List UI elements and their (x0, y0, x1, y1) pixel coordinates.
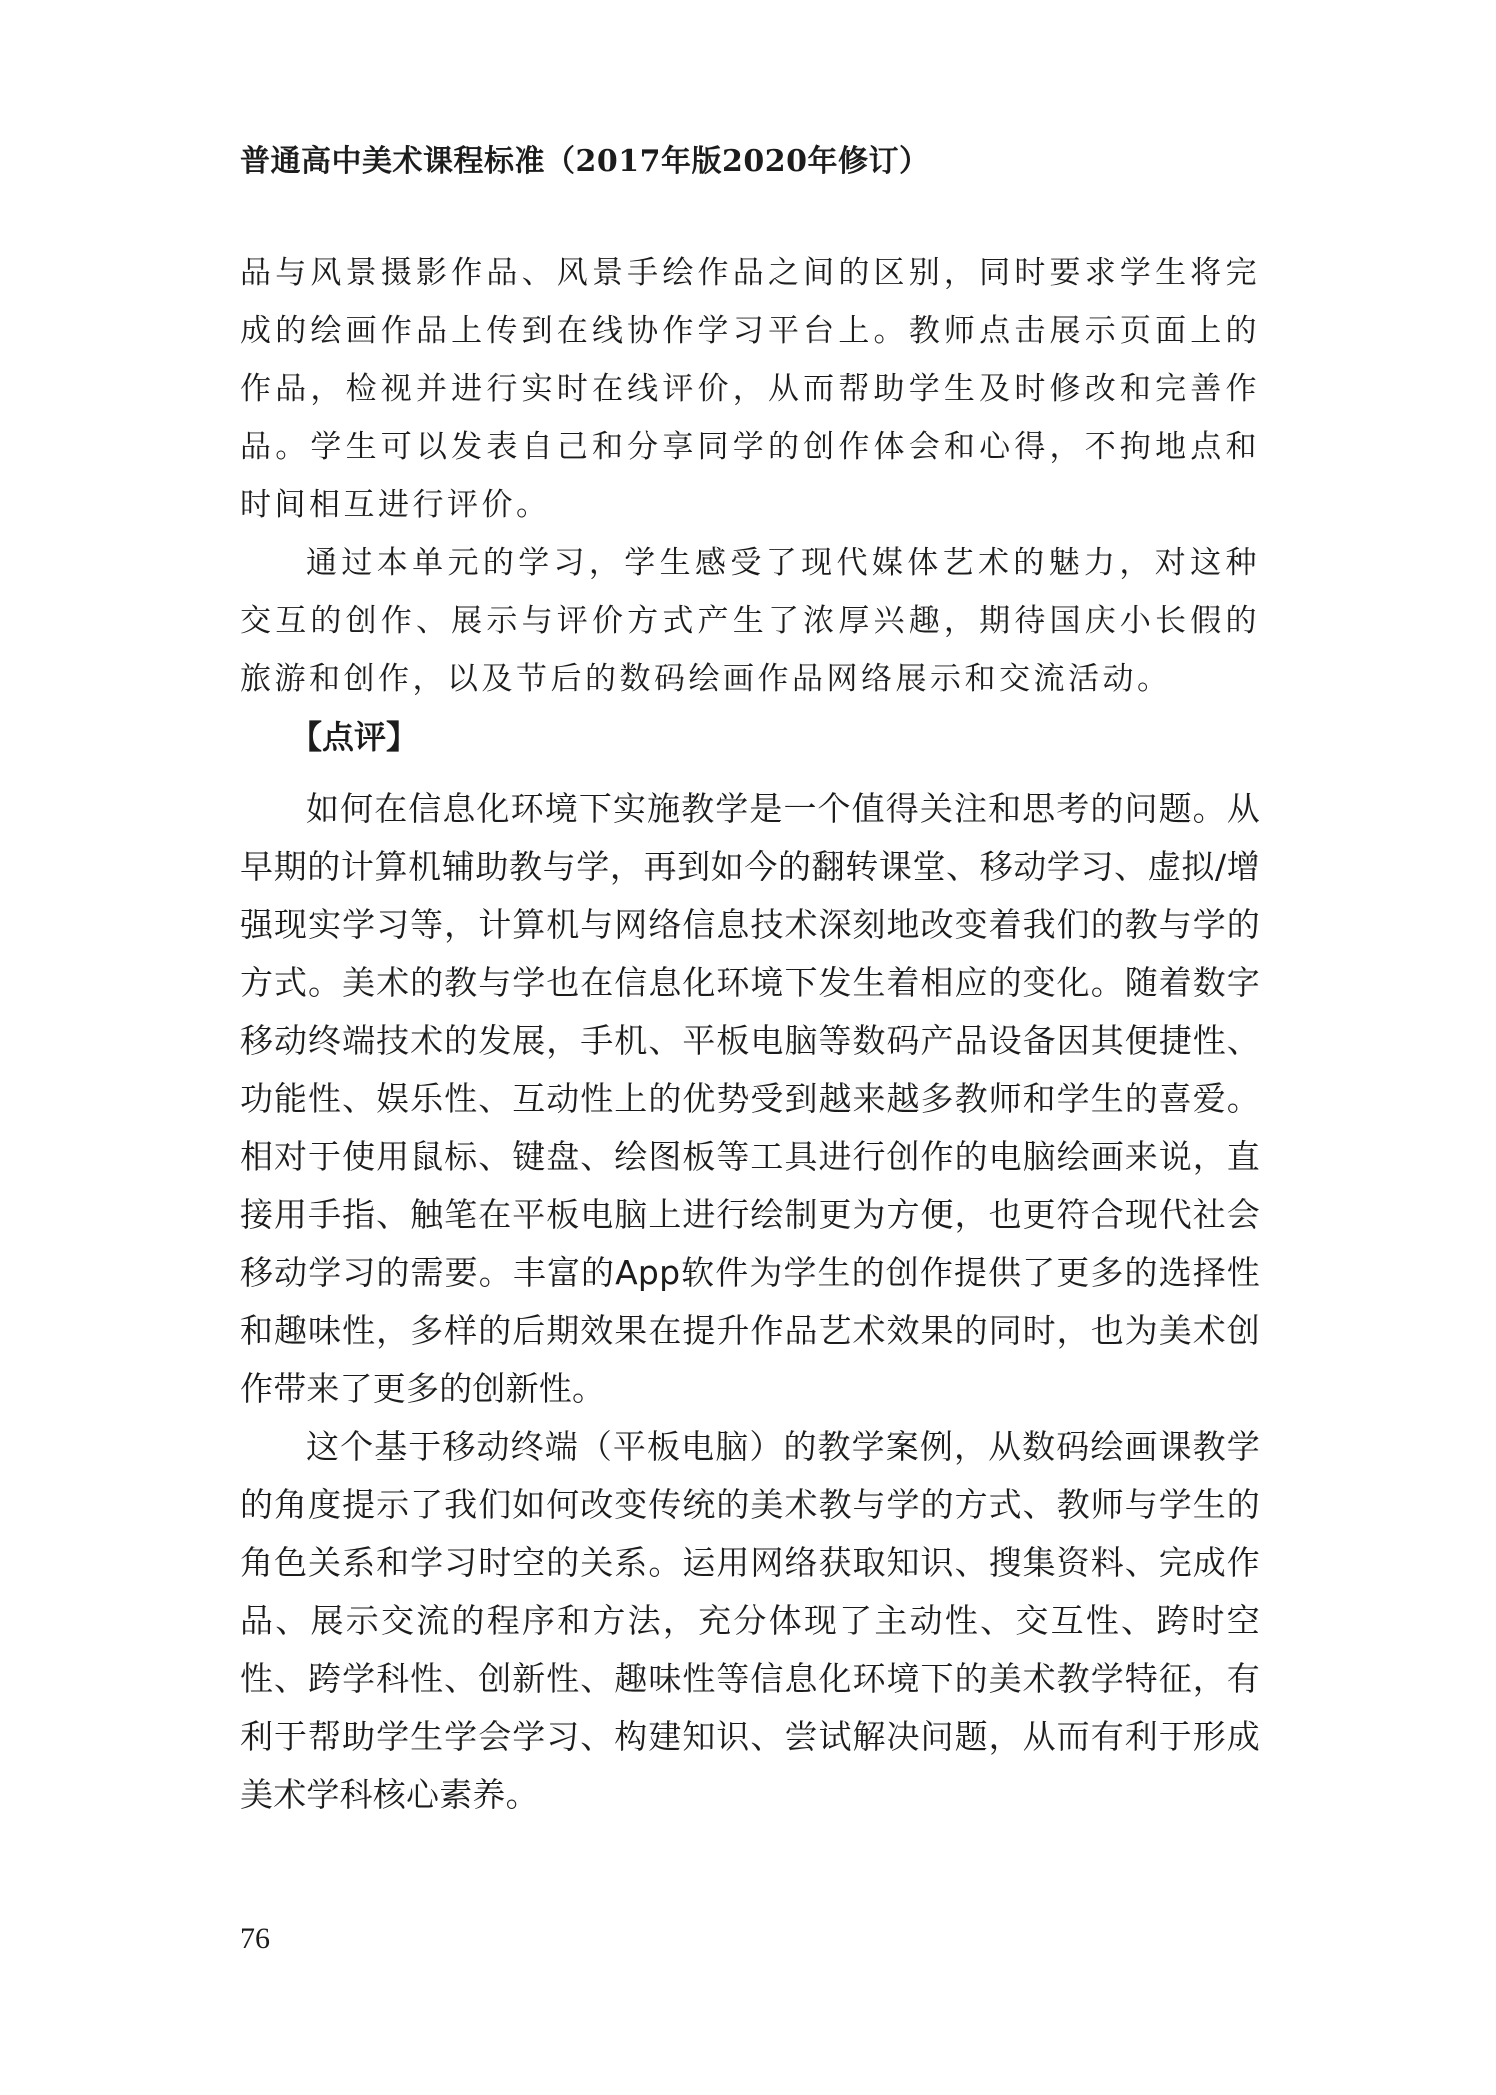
comment-paragraph: 这个基于移动终端（平板电脑）的教学案例，从数码绘画课教学的角度提示了我们如何改变传统的美术教与学的方式、教师与学生的角色关系和学习时空的关系。运用网络获取知识、搜集资料、完成作品、展示交流的程序和方法，充分体现了主动性、交互性、跨时空性、跨学科性、创新性、趣味性等信息化环境下的美术教学特征，有利于帮助学生学会学习、构建知识、尝试解决问题，从而有利于形成美术学科核心素养。 (240, 1427, 1260, 1814)
comment-body-text (240, 780, 1260, 1824)
comment-section-label: 【点评】 (290, 718, 419, 756)
case-paragraph: 通过本单元的学习，学生感受了现代媒体艺术的魅力，对这种交互的创作、展示与评价方式产生了浓厚兴趣，期待国庆小长假的旅游和创作，以及节后的数码绘画作品网络展示和交流活动。 (240, 545, 1260, 697)
page-number: 76 (240, 1922, 270, 1955)
comment-paragraph: 如何在信息化环境下实施教学是一个值得关注和思考的问题。从早期的计算机辅助教与学，再到如今的翻转课堂、移动学习、虚拟/增强现实学习等，计算机与网络信息技术深刻地改变着我们的教与学的方式。美术的教与学也在信息化环境下发生着相应的变化。随着数字移动终端技术的发展，手机、平板电脑等数码产品设备因其便捷性、功能性、娱乐性、互动性上的优势受到越来越多教师和学生的喜爱。相对于使用鼠标、键盘、绘图板等工具进行创作的电脑绘画来说，直接用手指、触笔在平板电脑上进行绘制更为方便，也更符合现代社会移动学习的需要。丰富的App软件为学生的创作提供了更多的选择性和趣味性，多样的后期效果在提升作品艺术效果的同时，也为美术创作带来了更多的创新性。 (240, 789, 1260, 1408)
case-paragraph: 品与风景摄影作品、风景手绘作品之间的区别，同时要求学生将完成的绘画作品上传到在线协作学习平台上。教师点击展示页面上的作品，检视并进行实时在线评价，从而帮助学生及时修改和完善作品。学生可以发表自己和分享同学的创作体会和心得，不拘地点和时间相互进行评价。 (240, 255, 1260, 523)
case-description-text (240, 244, 1260, 708)
running-header-title: 普通高中美术课程标准（2017年版2020年修订） (240, 144, 930, 179)
